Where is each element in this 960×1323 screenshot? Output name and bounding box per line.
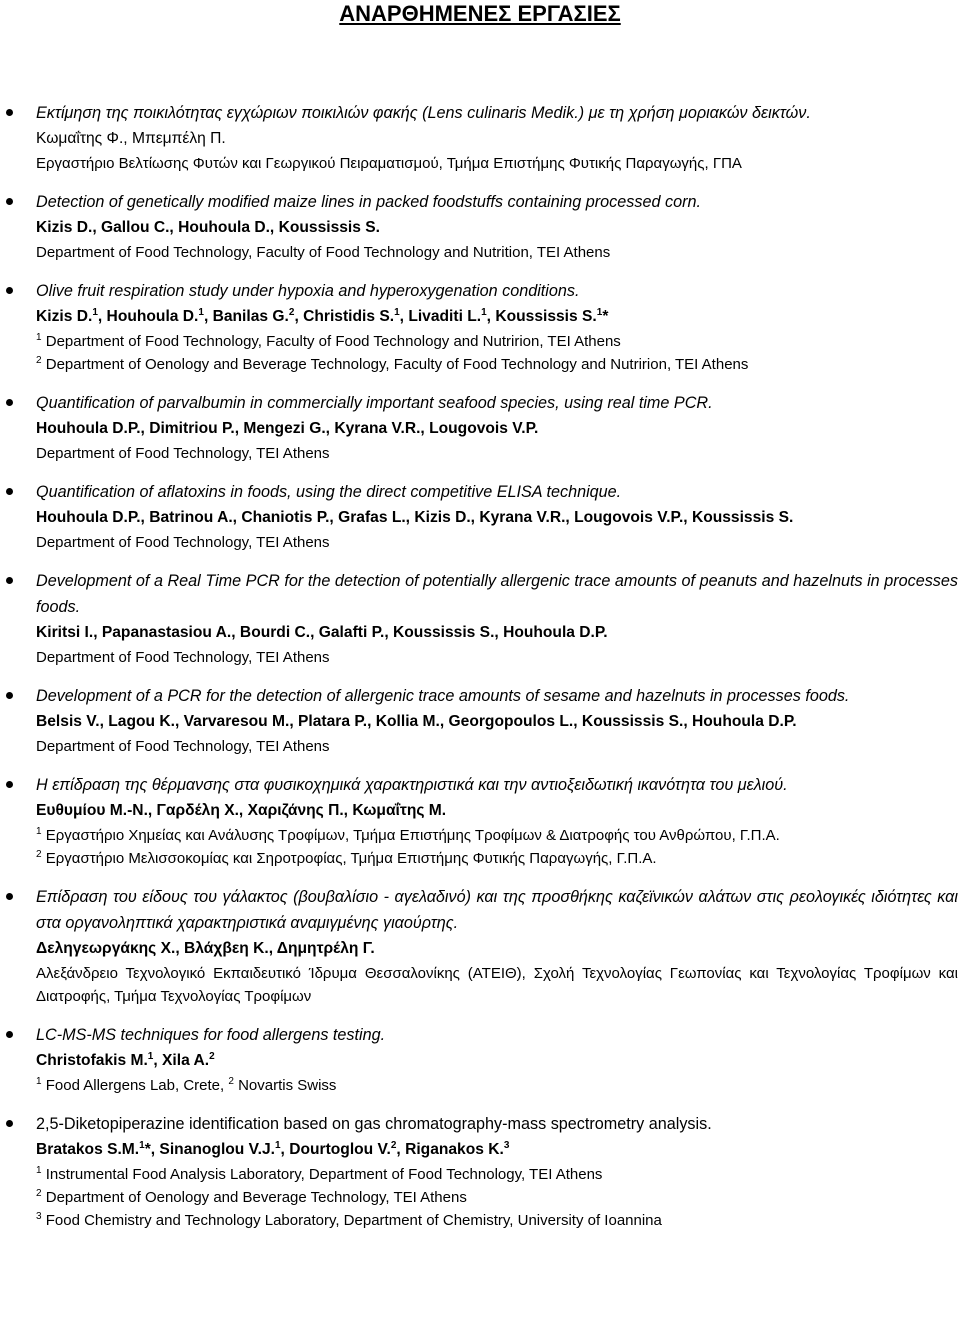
publication-affiliation: Department of Food Technology, TEI Athens (36, 445, 330, 462)
publication-authors: Δεληγεωργάκης Χ., Βλάχβεη Κ., Δημητρέλη Γ. (36, 940, 375, 957)
publication-item (0, 189, 960, 264)
bullet-icon (6, 781, 13, 788)
author-name: Kizis D. (36, 308, 93, 325)
publication-authors: Ευθυμίου Μ.-Ν., Γαρδέλη Χ., Χαριζάνης Π., Κωμαΐτης Μ. (36, 802, 447, 819)
bullet-icon (6, 488, 13, 495)
affiliation-text: Department of Food Technology, Faculty of Food Technology and Nutririon, TEI Athens (41, 333, 621, 350)
bullet-icon (6, 287, 13, 294)
author-superscript: 3 (503, 1140, 510, 1151)
author-name: , Koussissis S. (486, 308, 597, 325)
publication-list (0, 100, 960, 1246)
publication-affiliation (36, 353, 958, 376)
author-name: Bratakos S.M. (36, 1141, 140, 1158)
publication-item (0, 568, 960, 669)
publication-authors: Κωμαΐτης Φ., Μπεμπέλη Π. (36, 130, 226, 147)
publication-affiliation (36, 330, 958, 353)
author-superscript: 1 (596, 307, 603, 318)
author-superscript: 1 (394, 307, 400, 318)
author-name: , Houhoula D. (97, 308, 199, 325)
author-superscript: 1 (92, 307, 98, 318)
bullet-icon (6, 198, 13, 205)
publication-item (0, 683, 960, 758)
author-superscript: 1 (274, 1140, 281, 1151)
affiliation-text: Department of Oenology and Beverage Technology, TEI Athens (41, 1189, 467, 1206)
publication-title: Η επίδραση της θέρμανσης στα φυσικοχημικά χαρακτηριστικά και την αντιοξειδωτική ικανότητα του μελιού. (36, 776, 788, 794)
affiliation-superscript: 3 (36, 1211, 42, 1222)
affiliation-superscript: 2 (228, 1076, 234, 1087)
publication-item (0, 479, 960, 554)
bullet-icon (6, 893, 13, 900)
publication-affiliation: Αλεξάνδρειο Τεχνολογικό Εκπαιδευτικό Ίδρυμα Θεσσαλονίκης (ΑΤΕΙΘ), Σχολή Τεχνολογίας Γεωπονίας και Τεχνολογίας Τροφίμων και Διατροφής, Τμήμα Τεχνολογίας Τροφίμων (36, 965, 958, 1005)
author-superscript: 1 (198, 307, 204, 318)
publication-affiliation (36, 1209, 958, 1232)
publication-affiliation: Department of Food Technology, TEI Athens (36, 534, 330, 551)
publication-affiliation (36, 847, 958, 870)
author-name: , Banilas G. (203, 308, 289, 325)
publication-authors (36, 304, 958, 330)
publication-title: Επίδραση του είδους του γάλακτος (βουβαλίσιο - αγελαδινό) και της προσθήκης καζεϊνικών αλάτων στις ρεολογικές ιδιότητες και στα οργανοληπτικά χαρακτηριστικά αναμιγμένης γιαούρτης. (36, 888, 958, 932)
author-name: , Riganakos K. (396, 1141, 504, 1158)
publication-item (0, 390, 960, 465)
affiliation-text: Novartis Swiss (233, 1077, 337, 1094)
publication-authors: Houhoula D.P., Batrinou A., Chaniotis P., Grafas L., Kizis D., Kyrana V.R., Lougovois V.P., Koussissis S. (36, 509, 794, 526)
author-superscript: 2 (390, 1140, 397, 1151)
author-name: * (602, 308, 609, 325)
author-name: , Livaditi L. (399, 308, 482, 325)
publication-title: Development of a Real Time PCR for the detection of potentially allergenic trace amounts of peanuts and hazelnuts in processes foods. (36, 572, 958, 616)
publication-affiliation (36, 1186, 958, 1209)
publication-item (0, 278, 960, 376)
affiliation-superscript: 2 (36, 1188, 42, 1199)
author-superscript: 2 (209, 1051, 215, 1062)
bullet-icon (6, 577, 13, 584)
bullet-icon (6, 109, 13, 116)
publication-title: LC-MS-MS techniques for food allergens testing. (36, 1026, 386, 1044)
affiliation-text: Food Chemistry and Technology Laboratory, Department of Chemistry, University of Ioannina (41, 1212, 662, 1229)
bullet-icon (6, 1120, 13, 1127)
publication-affiliation: Department of Food Technology, TEI Athens (36, 649, 330, 666)
author-name: , Xila A. (153, 1052, 210, 1069)
affiliation-superscript: 2 (36, 849, 42, 860)
publication-item (0, 100, 960, 175)
author-name: , Christidis S. (294, 308, 395, 325)
affiliation-superscript: 1 (36, 332, 42, 343)
publication-affiliation (36, 1074, 958, 1097)
publication-title: 2,5-Diketopiperazine identification based on gas chromatography-mass spectrometry analysis. (36, 1115, 712, 1133)
publication-title: Quantification of aflatoxins in foods, using the direct competitive ELISA technique. (36, 483, 622, 501)
affiliation-text: Department of Oenology and Beverage Technology, Faculty of Food Technology and Nutririon, TEI Athens (41, 356, 749, 373)
publication-title: Olive fruit respiration study under hypoxia and hyperoxygenation conditions. (36, 282, 580, 300)
affiliation-superscript: 1 (36, 1076, 42, 1087)
page-title: ΑΝΑΡΘΗΜΕΝΕΣ ΕΡΓΑΣΙΕΣ (339, 1, 621, 26)
publication-affiliation: Department of Food Technology, Faculty of Food Technology and Nutrition, TEI Athens (36, 244, 611, 261)
publication-item (0, 1111, 960, 1232)
publication-title: Detection of genetically modified maize lines in packed foodstuffs containing processed corn. (36, 193, 701, 211)
bullet-icon (6, 1031, 13, 1038)
publication-affiliation (36, 824, 958, 847)
affiliation-text: Instrumental Food Analysis Laboratory, Department of Food Technology, TEI Athens (41, 1166, 603, 1183)
author-name: *, Sinanoglou V.J. (144, 1141, 275, 1158)
publication-title: Εκτίμηση της ποικιλότητας εγχώριων ποικιλιών φακής (Lens culinaris Medik.) με τη χρήση μοριακών δεικτών. (36, 104, 811, 122)
publication-affiliation: Εργαστήριο Βελτίωσης Φυτών και Γεωργικού Πειραματισμού, Τμήμα Επιστήμης Φυτικής Παραγωγής, ΓΠΑ (36, 155, 742, 172)
publication-authors: Kizis D., Gallou C., Houhoula D., Koussissis S. (36, 219, 380, 236)
author-superscript: 1 (139, 1140, 145, 1151)
bullet-icon (6, 399, 13, 406)
publication-title: Development of a PCR for the detection of allergenic trace amounts of sesame and hazelnuts in processes foods. (36, 687, 850, 705)
publication-title: Quantification of parvalbumin in commercially important seafood species, using real time PCR. (36, 394, 713, 412)
author-superscript: 2 (288, 307, 295, 318)
publication-item (0, 884, 960, 1008)
affiliation-superscript: 1 (36, 826, 42, 837)
publication-item (0, 772, 960, 870)
publication-item (0, 1022, 960, 1097)
author-superscript: 1 (481, 307, 487, 318)
publication-affiliation (36, 1163, 958, 1186)
affiliation-text: Εργαστήριο Μελισσοκομίας και Σηροτροφίας, Τμήμα Επιστήμης Φυτικής Παραγωγής, Γ.Π.Α. (41, 850, 657, 867)
author-superscript: 1 (147, 1051, 154, 1062)
affiliation-text: Εργαστήριο Χημείας και Ανάλυσης Τροφίμων, Τμήμα Επιστήμης Τροφίμων & Διατροφής του Ανθρώπου, Γ.Π.Α. (41, 827, 780, 844)
publication-authors (36, 1137, 958, 1163)
publication-authors: Kiritsi I., Papanastasiou A., Bourdi C., Galafti P., Koussissis S., Houhoula D.P. (36, 624, 608, 641)
affiliation-superscript: 2 (36, 355, 42, 366)
publication-authors: Belsis V., Lagou K., Varvaresou M., Platara P., Kollia M., Georgopoulos L., Koussissis S., Houhoula D.P. (36, 713, 797, 730)
publication-authors: Houhoula D.P., Dimitriou P., Mengezi G., Kyrana V.R., Lougovois V.P. (36, 420, 539, 437)
publication-authors (36, 1048, 958, 1074)
author-name: Christofakis M. (36, 1052, 148, 1069)
affiliation-superscript: 1 (36, 1165, 42, 1176)
affiliation-text: Food Allergens Lab, Crete, (41, 1077, 229, 1094)
bullet-icon (6, 692, 13, 699)
author-name: , Dourtoglou V. (280, 1141, 391, 1158)
publication-affiliation: Department of Food Technology, TEI Athens (36, 738, 330, 755)
